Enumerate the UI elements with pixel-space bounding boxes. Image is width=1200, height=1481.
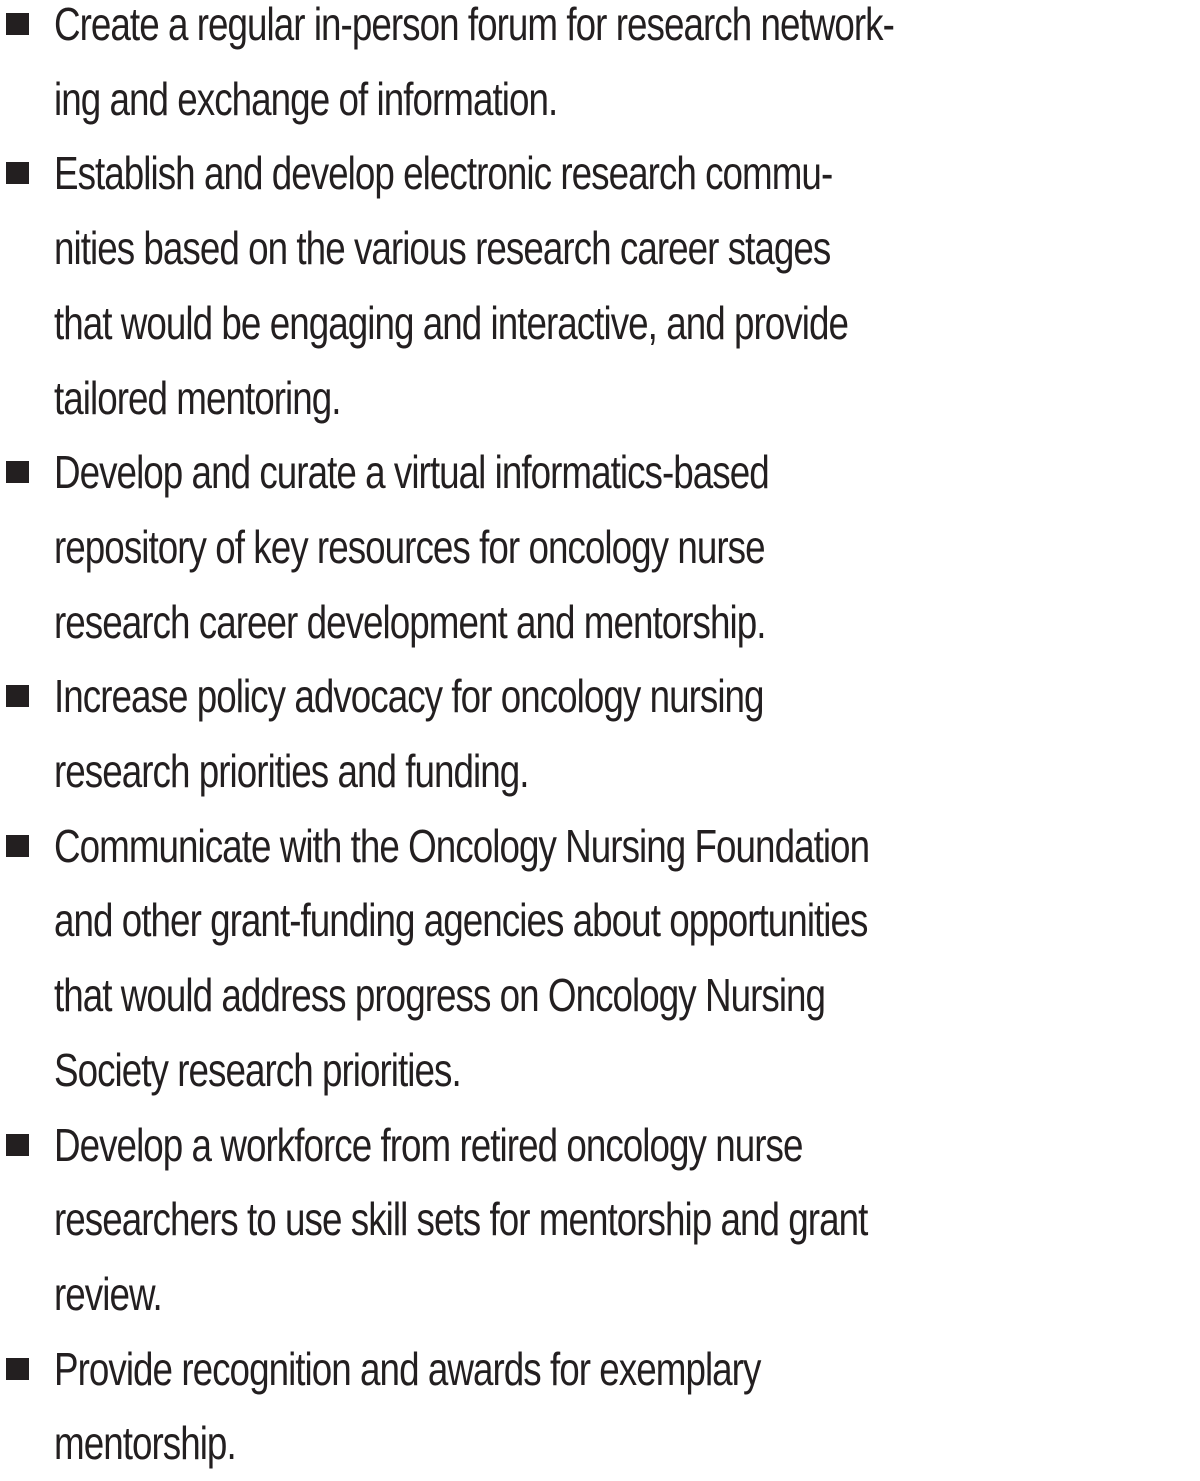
square-bullet-icon — [6, 461, 29, 483]
list-item-line: nities based on the various research career stages — [54, 222, 831, 275]
square-bullet-icon — [6, 1358, 29, 1380]
list-item-line: tailored mentoring. — [54, 371, 341, 424]
list-item-line: Provide recognition and awards for exemplary — [54, 1342, 761, 1395]
list-item-line: Develop and curate a virtual informatics-based — [54, 446, 769, 499]
list-item-line: Increase policy advocacy for oncology nursing — [54, 670, 764, 723]
list-item-line: Develop a workforce from retired oncology nurse — [54, 1118, 803, 1171]
list-item-line: Society research priorities. — [54, 1043, 461, 1096]
list-item-line: Communicate with the Oncology Nursing Foundation — [54, 819, 870, 872]
list-item-line: research priorities and funding. — [54, 745, 529, 797]
square-bullet-icon — [6, 685, 29, 707]
list-item-line: repository of key resources for oncology nurse — [54, 520, 765, 573]
list-item-line: Create a regular in-person forum for research network- — [54, 0, 894, 50]
list-item-line: research career development and mentorship. — [54, 595, 766, 648]
square-bullet-icon — [6, 1134, 29, 1156]
list-item-line: mentorship. — [54, 1417, 236, 1470]
square-bullet-icon — [6, 835, 29, 857]
list-item-line: that would address progress on Oncology Nursing — [54, 969, 826, 1022]
square-bullet-icon — [6, 13, 29, 35]
list-item-line: that would be engaging and interactive, and provide — [54, 296, 848, 349]
list-item-line: Establish and develop electronic research commu- — [54, 147, 833, 200]
list-item-line: researchers to use skill sets for mentorship and grant — [54, 1193, 868, 1246]
square-bullet-icon — [6, 162, 29, 184]
list-item-line: and other grant-funding agencies about opportunities — [54, 894, 868, 947]
list-item-line: review. — [54, 1267, 162, 1320]
list-item-line: ing and exchange of information. — [54, 72, 558, 125]
